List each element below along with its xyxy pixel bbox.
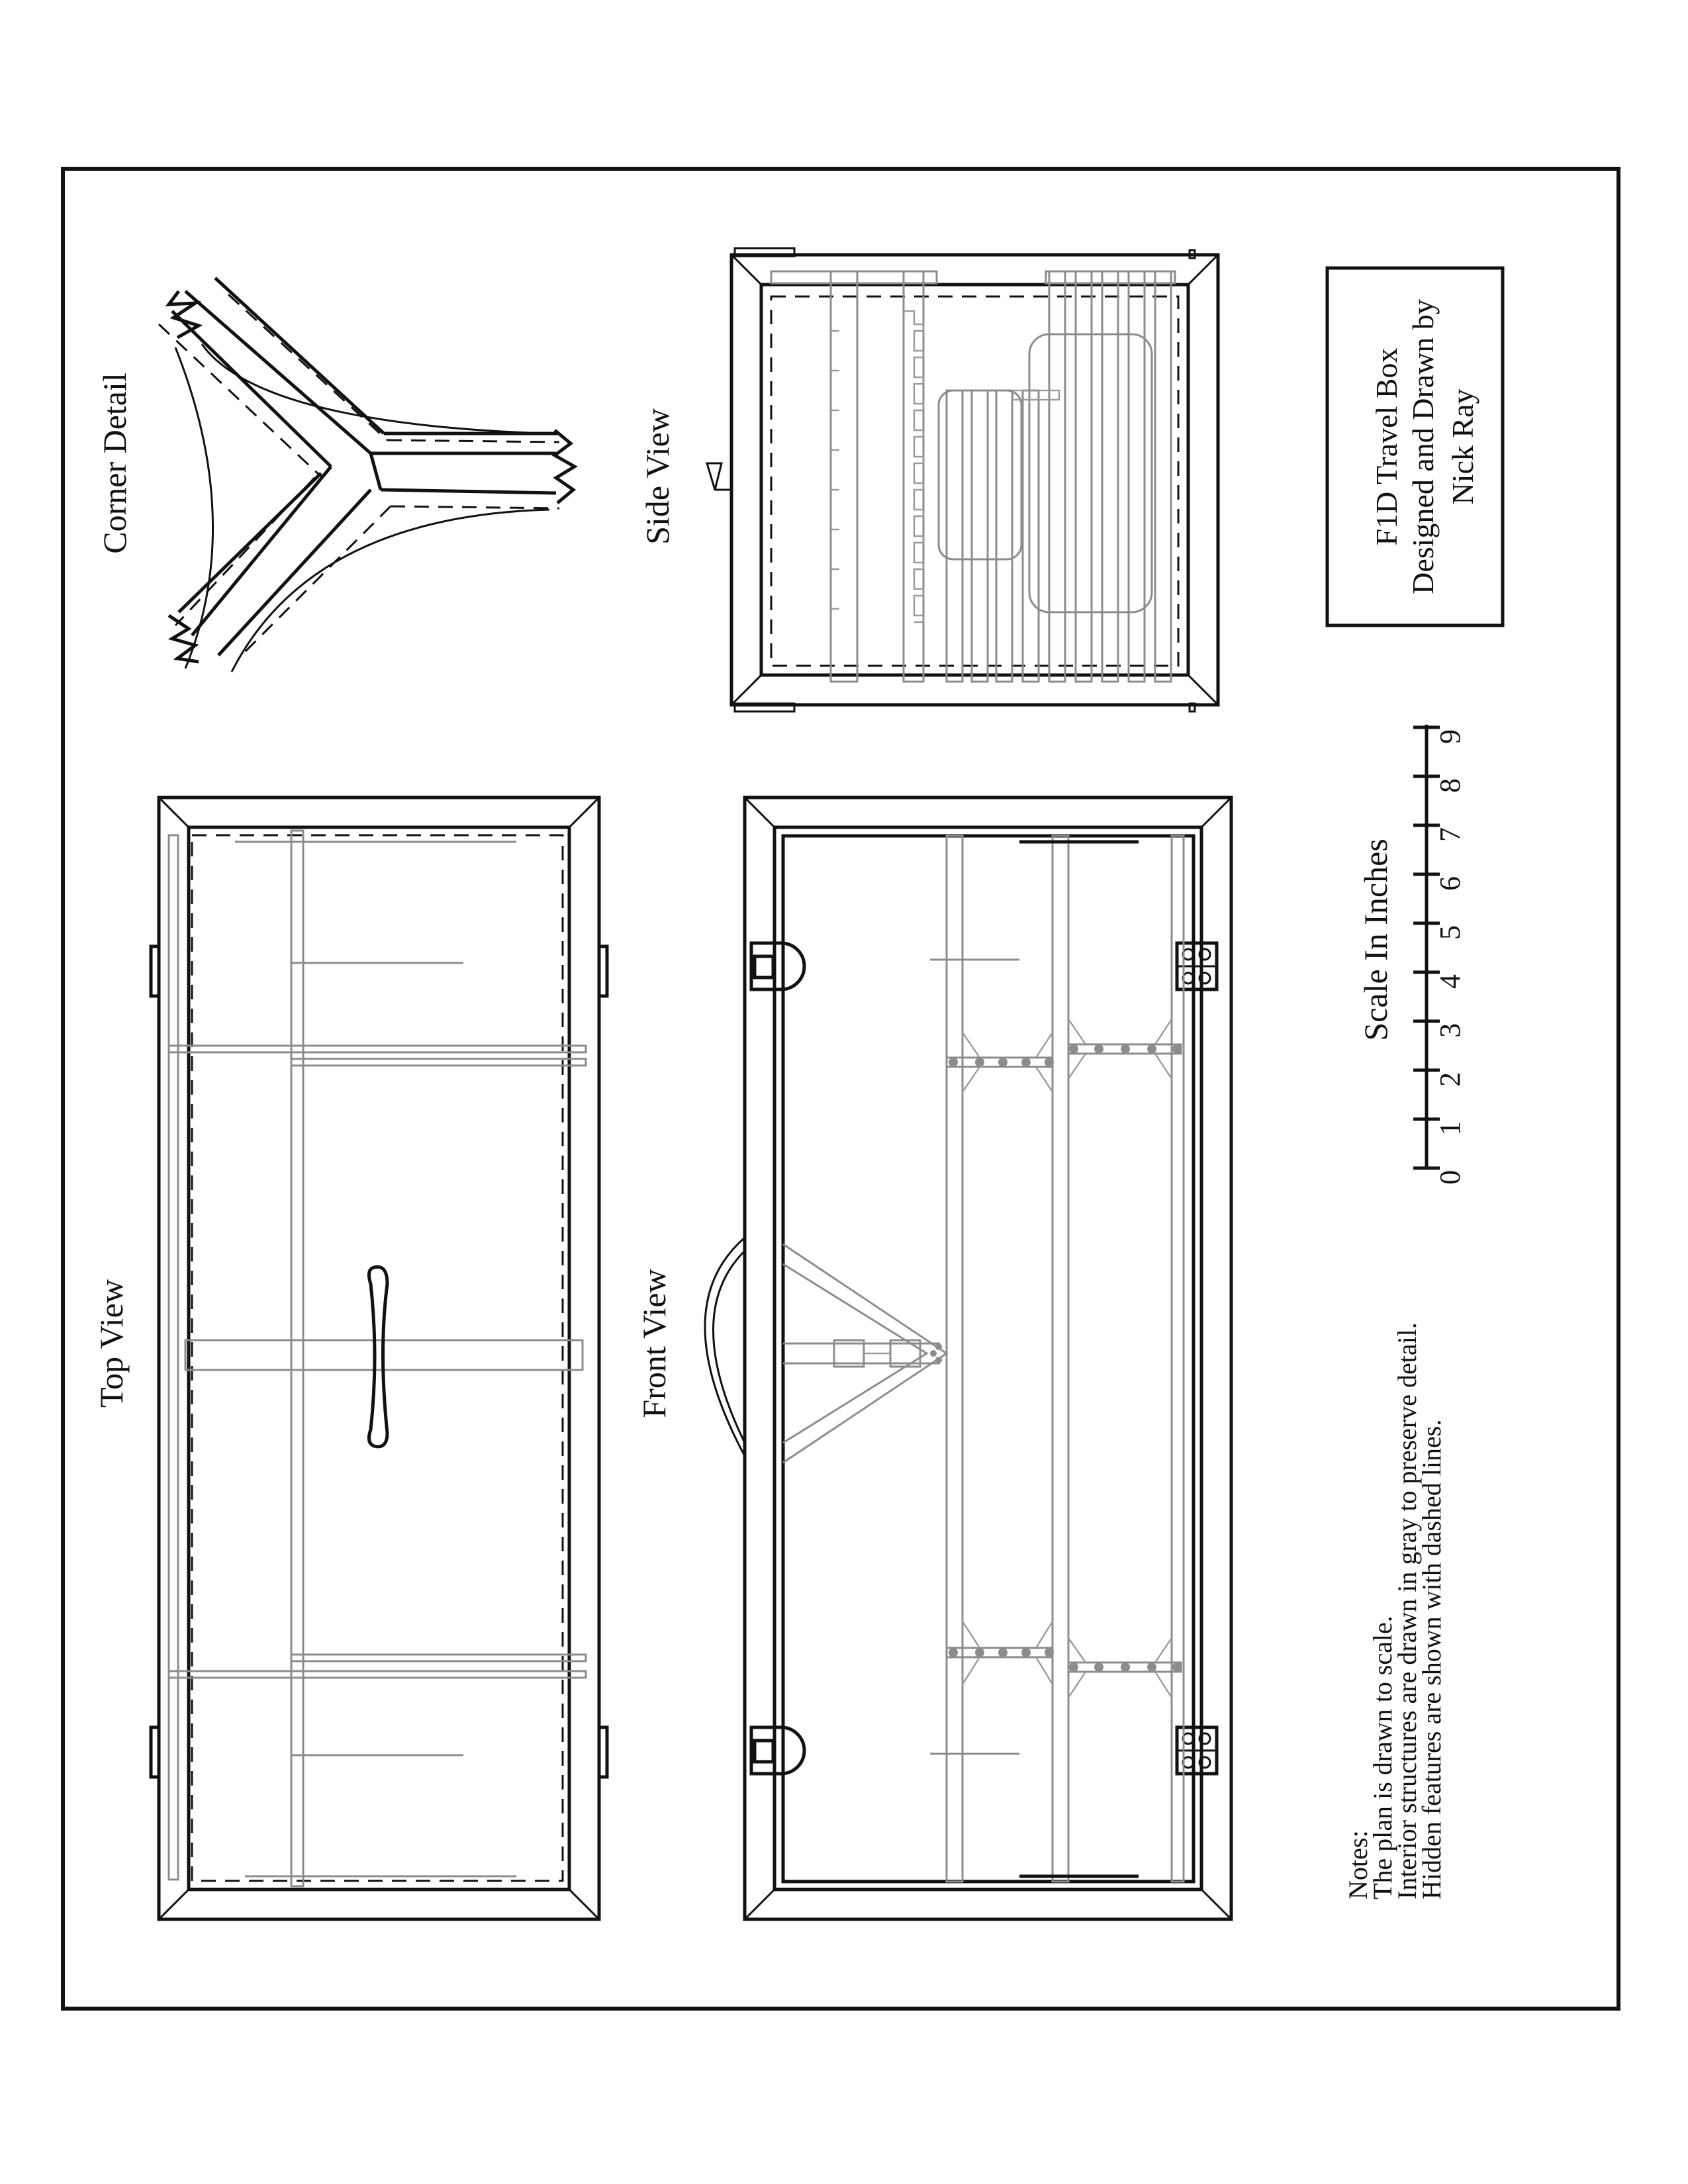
front-view-inner-frame [774,827,1201,1889]
scale-tick-label: 0 [1434,1170,1466,1185]
notes-heading: Notes: [1343,1830,1373,1899]
title-block [1327,268,1503,625]
side-view-comb [904,311,923,622]
side-view [639,248,1218,711]
notes-line-1: The plan is drawn to scale. [1368,1615,1397,1899]
front-view-handle-bracket [783,1244,947,1463]
side-view-top-rail [771,271,937,283]
title-block-line3: Nick Ray [1446,388,1479,505]
scale-tick-label: 1 [1434,1121,1466,1136]
top-view-left-rail [169,835,178,1880]
scale-tick-label: 7 [1434,827,1466,842]
corner-detail-label: Corner Detail [96,373,133,554]
side-view-bar-ticks [831,331,839,609]
top-view-long-bar [291,831,303,1886]
side-view-compartment-small [939,390,1021,559]
front-view-long-bar [1053,836,1068,1882]
front-view-handle-arc [705,1238,745,1456]
side-view-label: Side View [639,408,676,545]
corner-detail-arm-lower [169,453,391,662]
top-view-outer-frame [159,797,599,1919]
notes-block [1343,1322,1446,1899]
side-view-inner-frame [761,285,1188,675]
top-view-inner-frame [189,827,569,1889]
front-view-cross-brace [1068,1019,1182,1079]
top-view-cross-member [169,1671,586,1678]
front-view-label: Front View [635,1269,673,1418]
notes-line-2: Interior structures are drawn in gray to preserve detail. [1392,1322,1422,1899]
side-view-latch [707,463,731,490]
top-view-cross-member [169,1046,586,1052]
front-view [635,797,1231,1919]
front-view-latch [751,943,804,989]
title-block-line1: F1D Travel Box [1370,347,1403,546]
top-view-hinge-tab [151,1727,159,1777]
top-view-latch-tab [599,1727,607,1777]
scale-ticks [1413,727,1466,1185]
top-view-hinge-tab [151,946,159,996]
top-view-cross-member [291,1655,586,1661]
front-view-long-bar [947,836,962,1882]
top-view [93,797,607,1919]
scale-tick-label: 8 [1434,778,1466,793]
notes-line-3: Hidden features are shown with dashed lines. [1417,1419,1446,1899]
top-view-handle [369,1267,387,1447]
front-view-outer-frame [745,797,1231,1919]
front-view-inner-lip [783,836,1194,1882]
corner-detail [96,278,575,672]
front-view-long-bar [1172,836,1184,1882]
front-view-cross-brace [1068,1638,1182,1698]
scale-title: Scale In Inches [1357,839,1394,1041]
top-view-hidden-outline [192,835,563,1881]
top-view-cross-member [291,1059,586,1066]
side-view-interior-bars [831,271,1171,682]
front-view-latch [751,1727,804,1774]
top-view-latch-tab [599,946,607,996]
corner-detail-arm-upper [159,278,387,477]
scale-tick-label: 4 [1434,974,1466,989]
title-block-line2: Designed and Drawn by [1406,299,1440,594]
top-view-label: Top View [93,1279,130,1408]
scale-bar [1357,725,1466,1185]
scale-tick-label: 2 [1434,1072,1466,1087]
scale-tick-label: 9 [1434,729,1466,744]
scale-tick-label: 5 [1434,925,1466,940]
scale-tick-label: 3 [1434,1023,1466,1038]
scale-tick-label: 6 [1434,876,1466,891]
corner-detail-arm-right [371,430,575,508]
front-view-handle-arc-inner [714,1251,745,1443]
